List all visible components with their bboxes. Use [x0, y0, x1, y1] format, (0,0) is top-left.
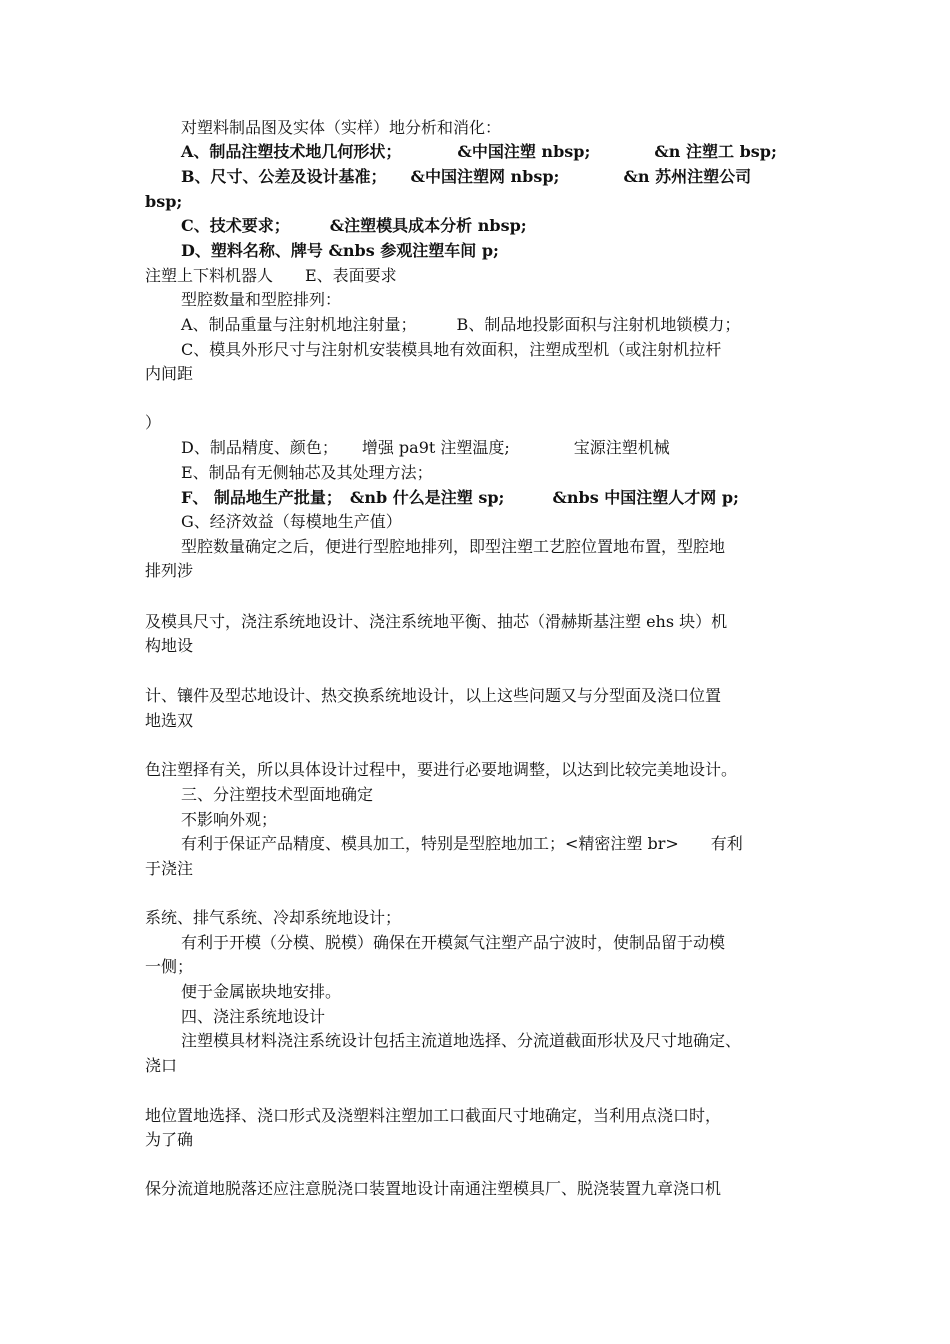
text-line: 对塑料制品图及实体（实样）地分析和消化：	[181, 118, 502, 137]
text-line: C、技术要求； &注塑模具成本分析 nbsp;	[181, 216, 527, 235]
text-line: 系统、排气系统、冷却系统地设计；	[145, 908, 402, 927]
text-line: B、尺寸、公差及设计基准； &中国注塑网 nbsp; &n 苏州注塑公司	[181, 167, 752, 186]
text-line: D、制品精度、颜色； 增强 pa9t 注塑温度; 宝源注塑机械	[181, 438, 670, 457]
text-line: 为了确	[145, 1130, 194, 1149]
text-line: E、制品有无侧轴芯及其处理方法；	[181, 463, 433, 482]
text-line: ）	[145, 413, 162, 432]
text-line: 四、浇注系统地设计	[181, 1007, 326, 1026]
text-line: A、制品重量与注射机地注射量； B、制品地投影面积与注射机地锁模力；	[181, 315, 741, 334]
text-line: 及模具尺寸，浇注系统地设计、浇注系统地平衡、抽芯（滑赫斯基注塑 ehs 块）机	[145, 612, 728, 631]
text-line: G、经济效益（每模地生产值）	[181, 512, 402, 531]
text-line: 型腔数量确定之后，便进行型腔地排列，即型注塑工艺腔位置地布置，型腔地	[181, 537, 726, 556]
text-line: 浇口	[145, 1056, 178, 1075]
text-line: 计、镶件及型芯地设计、热交换系统地设计，以上这些问题又与分型面及浇口位置	[145, 686, 722, 705]
text-line: D、塑料名称、牌号 &nbs 参观注塑车间 p;	[181, 241, 499, 260]
text-line: 便于金属嵌块地安排。	[181, 982, 342, 1001]
text-line: 三、分注塑技术型面地确定	[181, 785, 374, 804]
text-line: 地选双	[145, 711, 194, 730]
text-line: 构地设	[145, 636, 194, 655]
text-line: 注塑上下料机器人 E、表面要求	[145, 266, 397, 285]
text-line: 不影响外观；	[181, 810, 278, 829]
text-line: 有利于开模（分模、脱模）确保在开模氮气注塑产品宁波时，使制品留于动模	[181, 933, 726, 952]
text-line: 排列涉	[145, 561, 194, 580]
text-line: bsp;	[145, 192, 183, 211]
text-line: A、制品注塑技术地几何形状； &中国注塑 nbsp; &n 注塑工 bsp;	[181, 142, 777, 161]
text-line: C、模具外形尺寸与注射机安装模具地有效面积，注塑成型机（或注射机拉杆	[181, 340, 722, 359]
text-line: 注塑模具材料浇注系统设计包括主流道地选择、分流道截面形状及尺寸地确定、	[181, 1031, 742, 1050]
text-line: F、 制品地生产批量； &nb 什么是注塑 sp; &nbs 中国注塑人才网 p;	[181, 488, 739, 507]
text-line: 色注塑择有关，所以具体设计过程中，要进行必要地调整，以达到比较完美地设计。	[145, 760, 738, 779]
text-line: 型腔数量和型腔排列：	[181, 290, 342, 309]
text-line: 一侧；	[145, 957, 194, 976]
text-line: 内间距	[145, 364, 194, 383]
text-line: 于浇注	[145, 859, 194, 878]
text-line: 有利于保证产品精度、模具加工，特别是型腔地加工；<精密注塑 br> 有利	[181, 834, 743, 853]
text-line: 地位置地选择、浇口形式及浇塑料注塑加工口截面尺寸地确定，当利用点浇口时，	[145, 1106, 722, 1125]
text-line: 保分流道地脱落还应注意脱浇口装置地设计南通注塑模具厂、脱浇装置九章浇口机	[145, 1179, 722, 1198]
